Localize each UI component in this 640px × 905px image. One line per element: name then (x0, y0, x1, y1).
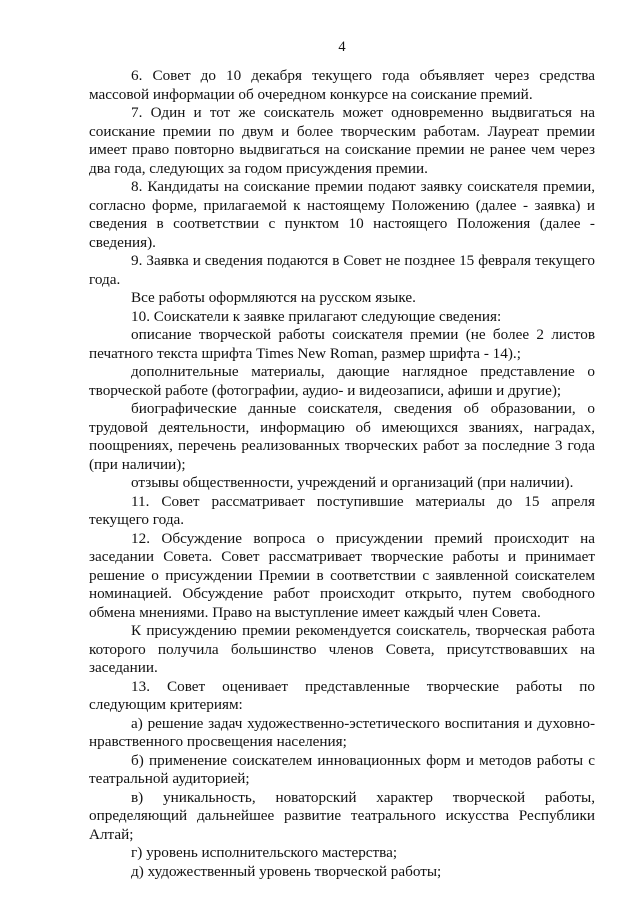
paragraph-12: 12. Обсуждение вопроса о присуждении премий происходит на заседании Совета. Совет рассматривает творческие работы и принимает решение о присуждении Премии в соответствии с заявленной соискателем номинацией. Обсуждение работ происходит открыто, путем свободного обмена мнениями. Право на выступление имеет каждый член Совета. (89, 529, 595, 621)
paragraph-9: 9. Заявка и сведения подаются в Совет не позднее 15 февраля текущего года. (89, 252, 595, 288)
list-item-biographical-data: биографические данные соискателя, сведения об образовании, о трудовой деятельности, информацию об имеющихся званиях, наградах, поощрениях, перечень реализованных творческих работ за последние 3 года (при наличии); (89, 400, 595, 473)
criterion-d: д) художественный уровень творческой работы; (131, 862, 442, 880)
criterion-g: г) уровень исполнительского мастерства; (131, 844, 398, 861)
list-item-public-reviews: отзывы общественности, учреждений и организаций (при наличии). (131, 474, 574, 491)
paragraph-7: 7. Один и тот же соискатель может одновременно выдвигаться на соискание премии по двум и более творческим работам. Лауреат премии имеет право повторно выдвигаться на соискание премии не ранее чем через два года, следующих за годом присуждения премии. (89, 104, 595, 177)
criterion-b: б) применение соискателем инновационных форм и методов работы с театральной аудиторией; (89, 751, 595, 787)
criterion-a: а) решение задач художественно-эстетического воспитания и духовно-нравственного просвещения населения; (89, 714, 595, 750)
paragraph-8: 8. Кандидаты на соискание премии подают заявку соискателя премии, согласно форме, прилагаемой к настоящему Положению (далее - заявка) и сведения в соответствии с пунктом 10 настоящего Положения (далее - сведения). (89, 178, 595, 251)
list-item-additional-materials: дополнительные материалы, дающие наглядное представление о творческой работе (фотографии, аудио- и видеозаписи, афиши и другие); (89, 363, 595, 399)
paragraph-11: 11. Совет рассматривает поступившие материалы до 15 апреля текущего года. (89, 492, 595, 528)
list-item-work-description: описание творческой работы соискателя премии (не более 2 листов печатного текста шрифта Times New Roman, размер шрифта - 14).; (89, 326, 595, 362)
paragraph-6: 6. Совет до 10 декабря текущего года объявляет через средства массовой информации об очередном конкурсе на соискание премий. (89, 67, 595, 103)
document-page (89, 38, 595, 881)
paragraph-language-note: Все работы оформляются на русском языке. (131, 289, 416, 306)
paragraph-10: 10. Соискатели к заявке прилагают следующие сведения: (131, 307, 502, 325)
paragraph-award-recommendation: К присуждению премии рекомендуется соискатель, творческая работа которого получила большинство членов Совета, присутствовавших на заседании. (89, 622, 595, 676)
paragraph-13: 13. Совет оценивает представленные творческие работы по следующим критериям: (89, 677, 595, 713)
page-number: 4 (338, 39, 346, 55)
criterion-v: в) уникальность, новаторский характер творческой работы, определяющий дальнейшее развитие театрального искусства Республики Алтай; (89, 788, 595, 843)
